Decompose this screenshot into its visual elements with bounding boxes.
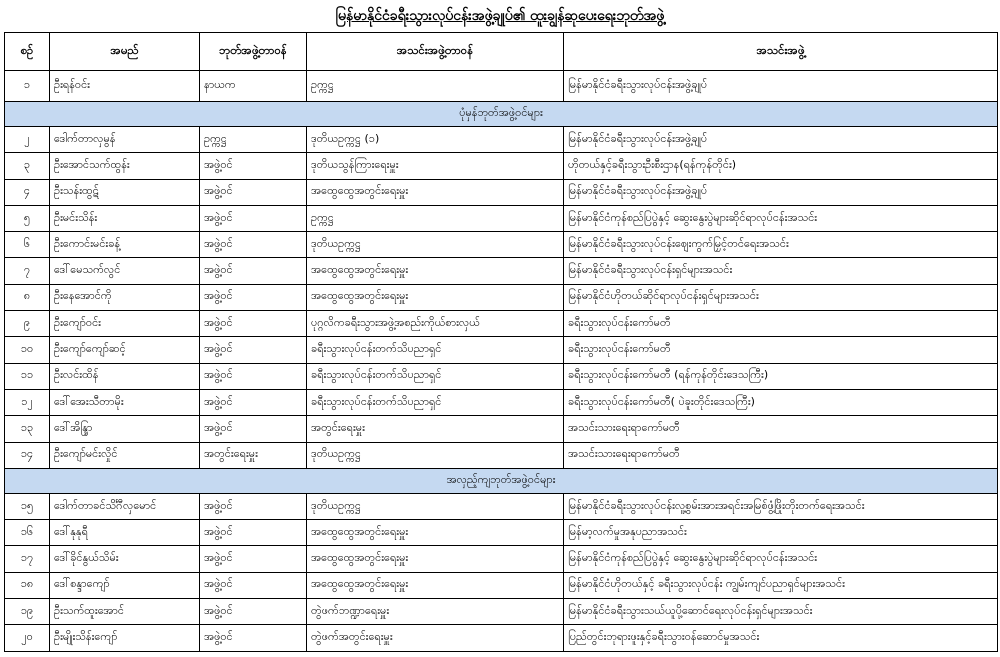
cell-board-role: အဖွဲ့ဝင်: [200, 599, 307, 625]
cell-assoc-role: တွဲဖက်အတွင်းရေးမှူး: [307, 625, 564, 651]
cell-board-role: အဖွဲ့ဝင်: [200, 232, 307, 258]
cell-association: မြန်မာနိုင်ငံခရီးသွားလုပ်ငန်းအဖွဲ့ချုပ်: [564, 71, 998, 102]
table-row: [5, 363, 998, 389]
table-row: [5, 71, 998, 102]
table-row: [5, 232, 998, 258]
cell-association: ခရီးသွားလုပ်ငန်းကော်မတီ (ရန်ကုန်တိုင်းဒေသကြီး): [564, 363, 998, 389]
cell-board-role: အဖွဲ့ဝင်: [200, 153, 307, 179]
cell-board-role: အဖွဲ့ဝင်: [200, 337, 307, 363]
cell-association: မြန်မာနိုင်ငံခရီးသွားသယ်ယူပို့ဆောင်ရေးလုပ်ငန်းရှင်များအသင်း: [564, 599, 998, 625]
cell-association: ဟိုတယ်နှင့်ခရီးသွားဦးစီးဌာန(ရန်ကုန်တိုင်း): [564, 153, 998, 179]
cell-board-role: အဖွဲ့ဝင်: [200, 625, 307, 651]
cell-no: ၅: [5, 205, 50, 231]
cell-board-role: ဥက္ကဋ္ဌ: [200, 127, 307, 153]
cell-board-role: အဖွဲ့ဝင်: [200, 389, 307, 415]
cell-association: မြန်မာနိုင်ငံခရီးသွားလုပ်ငန်းအဖွဲ့ချုပ်: [564, 127, 998, 153]
cell-assoc-role: ဒုတိယဥက္ကဋ္ဌ: [307, 442, 564, 468]
cell-association: မြန်မာနိုင်ငံခရီးသွားလုပ်ငန်းရှင်များအသင်း: [564, 258, 998, 284]
cell-association: မြန်မာနိုင်ငံဟိုတယ်နှင့် ခရီးသွားလုပ်ငန်း ကျွမ်းကျင်ပညာရှင်များအသင်း: [564, 572, 998, 598]
cell-assoc-role: ဒုတိယသွန်ကြားရေးမှူး: [307, 153, 564, 179]
cell-board-role: နာယက: [200, 71, 307, 102]
cell-board-role: အတွင်းရေးမှူး: [200, 442, 307, 468]
cell-no: ၁: [5, 71, 50, 102]
cell-name: ဒေါက်တာလှမွန်: [50, 127, 200, 153]
table-row: [5, 625, 998, 651]
cell-no: ၁၃: [5, 416, 50, 442]
cell-assoc-role: ဒုတိယဥက္ကဋ္ဌ: [307, 493, 564, 519]
cell-association: မြန်မာ့လက်မှုအနုပညာအသင်း: [564, 520, 998, 546]
cell-board-role: အဖွဲ့ဝင်: [200, 258, 307, 284]
cell-board-role: အဖွဲ့ဝင်: [200, 179, 307, 205]
table-row: [5, 389, 998, 415]
cell-name: ဦးသန်းထွဋ်: [50, 179, 200, 205]
table-row: [5, 337, 998, 363]
cell-name: ဦးသက်ထူးအောင်: [50, 599, 200, 625]
cell-association: မြန်မာနိုင်ငံဟိုတယ်ဆိုင်ရာလုပ်ငန်းရှင်များအသင်း: [564, 284, 998, 310]
cell-no: ၂: [5, 127, 50, 153]
cell-assoc-role: ခရီးသွားလုပ်ငန်းတက်သိပညာရှင်: [307, 337, 564, 363]
cell-name: ဦးမျိုးသိန်းကျော်: [50, 625, 200, 651]
cell-board-role: အဖွဲ့ဝင်: [200, 520, 307, 546]
cell-no: ၉: [5, 311, 50, 337]
cell-name: ဒေါ်နုနုရီ: [50, 520, 200, 546]
cell-assoc-role: တွဲဖက်ဘဏ္ဍာရေးမှူး: [307, 599, 564, 625]
cell-assoc-role: အထွေထွေအတွင်းရေးမှူး: [307, 179, 564, 205]
cell-board-role: အဖွဲ့ဝင်: [200, 572, 307, 598]
cell-no: ၃: [5, 153, 50, 179]
section-header-regular: [5, 102, 998, 127]
cell-no: ၁၄: [5, 442, 50, 468]
cell-board-role: အဖွဲ့ဝင်: [200, 311, 307, 337]
section-label: ပုံမှန်ဘုတ်အဖွဲ့ဝင်များ: [5, 102, 998, 127]
document-title: မြန်မာနိုင်ငံခရီးသွားလုပ်ငန်းအဖွဲ့ချုပ်၏ ထူးချွန်ဆုပေးရေးဘုတ်အဖွဲ့: [335, 8, 665, 24]
cell-assoc-role: ဥက္ကဋ္ဌ: [307, 71, 564, 102]
cell-name: ဒေါ်အိန္ဒြာ: [50, 416, 200, 442]
cell-assoc-role: ဒုတိယဥက္ကဋ္ဌ: [307, 232, 564, 258]
cell-board-role: အဖွဲ့ဝင်: [200, 546, 307, 572]
cell-name: ဒေါက်တာခင်သိင်္ဂီလှမောင်: [50, 493, 200, 519]
cell-name: ဦးရန်ဝင်း: [50, 71, 200, 102]
cell-no: ၈: [5, 284, 50, 310]
cell-no: ၄: [5, 179, 50, 205]
header-name: အမည်: [50, 33, 200, 71]
cell-association: မြန်မာနိုင်ငံကုန်စည်ပြပွဲနှင့် ဆွေးနွေးပွဲများဆိုင်ရာလုပ်ငန်းအသင်း: [564, 546, 998, 572]
table-row: [5, 599, 998, 625]
cell-assoc-role: ဒုတိယဥက္ကဋ္ဌ (၁): [307, 127, 564, 153]
cell-no: ၁၈: [5, 572, 50, 598]
table-row: [5, 179, 998, 205]
header-assoc-role: အသင်းအဖွဲ့တာဝန်: [307, 33, 564, 71]
table-row: [5, 442, 998, 468]
table-row: [5, 205, 998, 231]
cell-association: ခရီးသွားလုပ်ငန်းကော်မတီ: [564, 311, 998, 337]
cell-board-role: အဖွဲ့ဝင်: [200, 493, 307, 519]
header-no: စဉ်: [5, 33, 50, 71]
cell-assoc-role: ခရီးသွားလုပ်ငန်းတက်သိပညာရှင်: [307, 363, 564, 389]
cell-name: ဦးအောင်သက်ထွန်း: [50, 153, 200, 179]
table-row: [5, 284, 998, 310]
cell-no: ၁၉: [5, 599, 50, 625]
cell-no: ၁၂: [5, 389, 50, 415]
cell-association: အသင်းသားရေးရာကော်မတီ: [564, 416, 998, 442]
cell-name: ဒေါ်ခိုင်နွယ်သိမ်း: [50, 546, 200, 572]
cell-association: မြန်မာနိုင်ငံခရီးသွားလုပ်ငန်းဈေးကွက်မြှင့်တင်ရေးအသင်း: [564, 232, 998, 258]
table-row: [5, 416, 998, 442]
table-row: [5, 572, 998, 598]
cell-board-role: အဖွဲ့ဝင်: [200, 205, 307, 231]
cell-no: ၁၇: [5, 546, 50, 572]
cell-assoc-role: အတွင်းရေးမှူး: [307, 416, 564, 442]
members-table: [4, 32, 998, 652]
cell-assoc-role: အထွေထွေအတွင်းရေးမှူး: [307, 520, 564, 546]
cell-name: ဦးမင်းသိန်း: [50, 205, 200, 231]
cell-assoc-role: အထွေထွေအတွင်းရေးမှူး: [307, 546, 564, 572]
cell-assoc-role: အထွေထွေအတွင်းရေးမှူး: [307, 572, 564, 598]
cell-name: ဦးကျော်ကျော်ဆင့်: [50, 337, 200, 363]
cell-assoc-role: အထွေထွေအတွင်းရေးမှူး: [307, 258, 564, 284]
cell-association: ခရီးသွားလုပ်ငန်းကော်မတီ( ပဲခူးတိုင်းဒေသကြီး): [564, 389, 998, 415]
cell-name: ဦးကျော်မင်းလှိုင်: [50, 442, 200, 468]
cell-board-role: အဖွဲ့ဝင်: [200, 363, 307, 389]
section-label: အလှည့်ကျဘုတ်အဖွဲ့ဝင်များ: [5, 468, 998, 493]
cell-no: ၁၆: [5, 520, 50, 546]
cell-association: ခရီးသွားလုပ်ငန်းကော်မတီ: [564, 337, 998, 363]
table-row: [5, 520, 998, 546]
cell-assoc-role: ခရီးသွားလုပ်ငန်းတက်သိပညာရှင်: [307, 389, 564, 415]
cell-no: ၁၅: [5, 493, 50, 519]
table-row: [5, 127, 998, 153]
cell-association: ပြည်တွင်းဘုရားဖူးနှင့်ခရီးသွားဝန်ဆောင်မှုအသင်း: [564, 625, 998, 651]
cell-name: ဦးကောင်းမင်းခန့်: [50, 232, 200, 258]
cell-no: ၁၀: [5, 337, 50, 363]
cell-association: အသင်းသားရေးရာကော်မတီ: [564, 442, 998, 468]
table-row: [5, 546, 998, 572]
cell-association: မြန်မာနိုင်ငံကုန်စည်ပြပွဲနှင့် ဆွေးနွေးပွဲများဆိုင်ရာလုပ်ငန်းအသင်း: [564, 205, 998, 231]
table-row: [5, 153, 998, 179]
cell-name: ဦးနေအောင်ကို: [50, 284, 200, 310]
cell-name: ဦးလင်းထိန်: [50, 363, 200, 389]
header-association: အသင်းအဖွဲ့: [564, 33, 998, 71]
cell-no: ၂၀: [5, 625, 50, 651]
cell-board-role: အဖွဲ့ဝင်: [200, 284, 307, 310]
cell-association: မြန်မာနိုင်ငံခရီးသွားလုပ်ငန်းလူ့စွမ်းအားအရင်းအမြစ်ဖွံ့ဖြိုးတိုးတက်ရေးအသင်း: [564, 493, 998, 519]
cell-no: ၁၁: [5, 363, 50, 389]
table-row: [5, 258, 998, 284]
cell-association: မြန်မာနိုင်ငံခရီးသွားလုပ်ငန်းအဖွဲ့ချုပ်: [564, 179, 998, 205]
cell-no: ၇: [5, 258, 50, 284]
table-row: [5, 493, 998, 519]
cell-name: ဒေါ်မေသက်လွင်: [50, 258, 200, 284]
section-header-rotating: [5, 468, 998, 493]
cell-name: ဒေါ်စန္ဒာကျော်: [50, 572, 200, 598]
cell-no: ၆: [5, 232, 50, 258]
cell-name: ဦးကျော်ဝင်း: [50, 311, 200, 337]
cell-board-role: အဖွဲ့ဝင်: [200, 416, 307, 442]
header-row: [5, 33, 998, 71]
cell-assoc-role: ပုဂ္ဂလိကခရီးသွားအဖွဲ့အစည်းကိုယ်စားလှယ်: [307, 311, 564, 337]
cell-assoc-role: အထွေထွေအတွင်းရေးမှူး: [307, 284, 564, 310]
table-row: [5, 311, 998, 337]
header-board-role: ဘုတ်အဖွဲ့တာဝန်: [200, 33, 307, 71]
cell-name: ဒေါ်အေးသီတာမိုး: [50, 389, 200, 415]
cell-assoc-role: ဥက္ကဋ္ဌ: [307, 205, 564, 231]
